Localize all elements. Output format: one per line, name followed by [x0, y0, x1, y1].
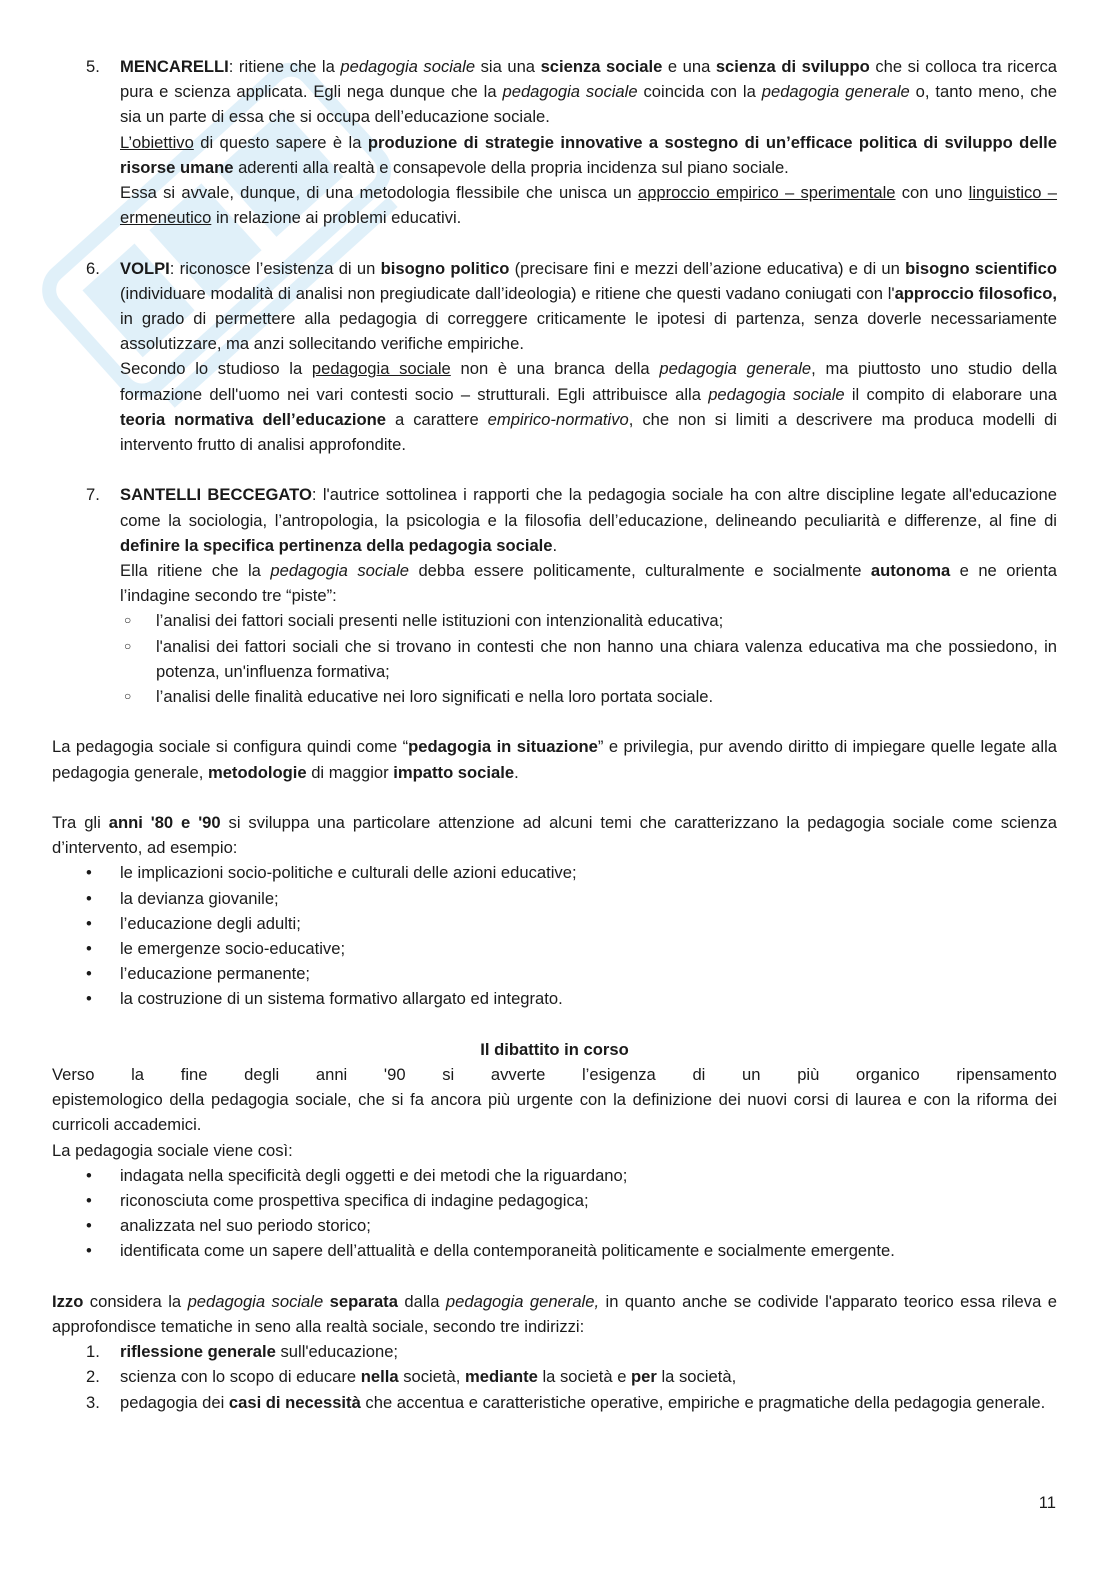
list-item-volpi [52, 256, 1057, 458]
bullet-item: • riconosciuta come prospettiva specifica di indagine pedagogica; [52, 1188, 1057, 1213]
numbered-item: 2. scienza con lo scopo di educare nella società, mediante la società e per la società, [52, 1364, 1057, 1389]
sub-list-item: ○ l’analisi delle finalità educative nei loro significati e nella loro portata sociale. [52, 684, 1057, 709]
sub-list-item: ○ l’analisi dei fattori sociali presenti nelle istituzioni con intenzionalità educativa; [52, 608, 1057, 633]
bullet-item: • l’educazione permanente; [52, 961, 1057, 986]
numbered-item: 1. riflessione generale sull'educazione; [52, 1339, 1057, 1364]
circle-bullet-icon: ○ [124, 689, 132, 704]
bullet-icon: • [86, 913, 92, 933]
bullet-item: • analizzata nel suo periodo storico; [52, 1213, 1057, 1238]
debate-first-line: Verso la fine degli anni '90 si avverte l’esigenza di un più organico ripensamento [52, 1065, 1057, 1085]
paragraph: Essa si avvale, dunque, di una metodologia flessibile che unisca un approccio empirico – sperimentale con uno linguistico – ermeneutico in relazione ai problemi educativi. [120, 183, 1058, 228]
bullet-item: • le implicazioni socio-politiche e culturali delle azioni educative; [52, 860, 1057, 885]
paragraph: MENCARELLI: ritiene che la pedagogia sociale sia una scienza sociale e una scienza di sviluppo che si colloca tra ricerca pura e scienza applicata. Egli nega dunque che la pedagogia sociale coincida con la pedagogia generale o, tanto meno, che sia un parte di essa che si occupa dell’educazione sociale. [120, 57, 1057, 127]
bullet-icon: • [86, 1216, 92, 1236]
bullet-item: • l’educazione degli adulti; [52, 911, 1057, 936]
bullet-item: • identificata come un sapere dell’attualità e della contemporaneità politicamente e socialmente emergente. [52, 1238, 1057, 1263]
list-number: 7. [86, 485, 100, 505]
paragraph: Ella ritiene che la pedagogia sociale debba essere politicamente, culturalmente e socialmente autonoma e ne orienta l’indagine secondo tre “piste”: [120, 561, 1057, 606]
bullet-icon: • [86, 888, 92, 908]
section-title: Il dibattito in corso [480, 1039, 629, 1059]
bullet-icon: • [86, 964, 92, 984]
bullet-icon: • [86, 863, 92, 883]
list-number: 1. [86, 1342, 100, 1362]
bullet-item: • indagata nella specificità degli oggetti e dei metodi che la riguardano; [52, 1163, 1057, 1188]
bullet-item: • la costruzione di un sistema formativo allargato ed integrato. [52, 986, 1057, 1011]
list-number: 3. [86, 1392, 100, 1412]
bullet-item: • le emergenze socio-educative; [52, 936, 1057, 961]
bullet-icon: • [86, 939, 92, 959]
paragraph: Secondo lo studioso la pedagogia sociale non è una branca della pedagogia generale, ma piuttosto uno studio della formazione dell'uomo nei vari contesti socio – strutturali. Egli attribuisce alla pedagogia sociale il compito di elaborare una teoria normativa dell’educazione a carattere empirico-normativo, che non si limiti a descrivere ma produca modelli di intervento frutto di analisi approfondite. [120, 359, 1058, 455]
list-item-mencarelli [52, 54, 1057, 230]
bullet-icon: • [86, 1241, 92, 1261]
paragraph-anni: Tra gli anni '80 e '90 si sviluppa una particolare attenzione ad alcuni temi che caratterizzano la pedagogia sociale come scienza d’intervento, ad esempio: [52, 813, 1057, 858]
bullet-icon: • [86, 1191, 92, 1211]
bullet-item: • la devianza giovanile; [52, 886, 1057, 911]
circle-bullet-icon: ○ [124, 613, 132, 628]
paragraph: SANTELLI BECCEGATO: l'autrice sottolinea i rapporti che la pedagogia sociale ha con altre discipline legate all'educazione come la sociologia, l’antropologia, la psicologia e la filosofia dell’educazione, delineando peculiarità e differenze, al fine di definire la specifica pertinenza della pedagogia sociale. [120, 485, 1057, 555]
paragraph: VOLPI: riconosce l’esistenza di un bisogno politico (precisare fini e mezzi dell’azione educativa) e di un bisogno scientifico (individuare modalità di analisi non pregiudicate dall’ideologia) e ritiene che questi vadano coniugati con l'approccio filosofico, in grado di permettere alla pedagogia di correggere criticamente le ipotesi di partenza, senza doverle necessariamente assolutizzare, ma anzi sollecitando verifiche empiriche. [120, 258, 1057, 354]
page-number: 11 [1038, 1493, 1056, 1512]
bullet-icon: • [86, 1165, 92, 1185]
circle-bullet-icon: ○ [124, 638, 132, 653]
numbered-item: 3. pedagogia dei casi di necessità che accentua e caratteristiche operative, empiriche e pragmatiche della pedagogia generale. [52, 1390, 1057, 1415]
paragraph-debate: epistemologico della pedagogia sociale, che si fa ancora più urgente con la definizione dei nuovi corsi di laurea e con la riforma dei curricoli accademici. [52, 1090, 1057, 1135]
paragraph: L’obiettivo di questo sapere è la produzione di strategie innovative a sostegno di un’efficace politica di sviluppo delle risorse umane aderenti alla realtà e consapevole della propria incidenza sul piano sociale. [120, 132, 1057, 177]
list-number: 2. [86, 1367, 100, 1387]
list-item-santelli-beccegato [52, 482, 1057, 608]
paragraph-debate-intro: La pedagogia sociale viene così: [52, 1140, 293, 1160]
paragraph-izzo: Izzo considera la pedagogia sociale separata dalla pedagogia generale, in quanto anche se codivide l'apparato teorico essa rileva e approfondisce tematiche in seno alla realtà sociale, secondo tre indirizzi: [52, 1291, 1057, 1337]
list-number: 6. [86, 258, 100, 278]
document-body [52, 54, 1057, 1415]
bullet-icon: • [86, 989, 92, 1009]
list-number: 5. [86, 57, 100, 76]
sub-list-item: ○ l'analisi dei fattori sociali che si trovano in contesti che non hanno una chiara valenza educativa ma che possiedono, in potenza, un'influenza formativa; [52, 634, 1057, 684]
paragraph-situazione: La pedagogia sociale si configura quindi come “pedagogia in situazione” e privilegia, pur avendo diritto di impiegare quelle legate alla pedagogia generale, metodologie di maggior impatto sociale. [52, 737, 1057, 782]
